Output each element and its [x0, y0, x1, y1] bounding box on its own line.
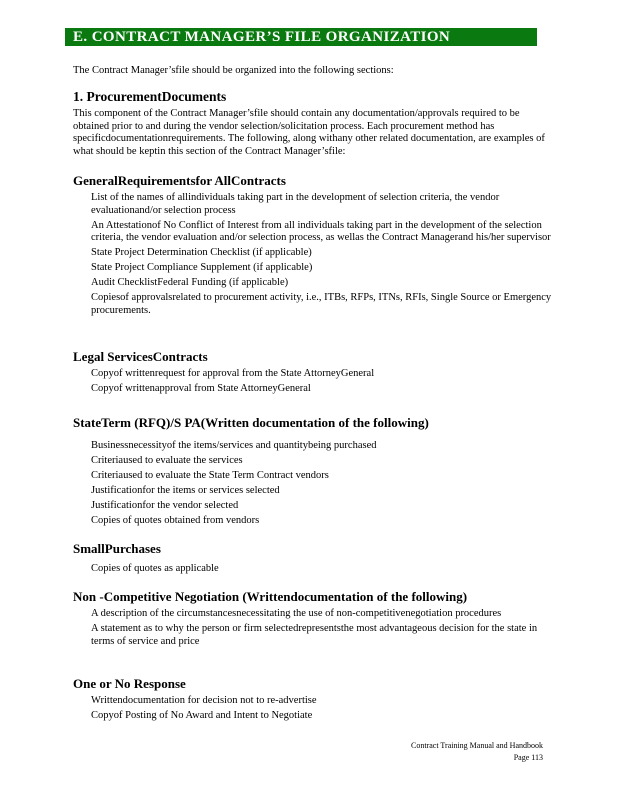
list-item: Criteriaused to evaluate the State Term Contract vendors: [91, 470, 329, 481]
subsection-title: Legal ServicesContracts: [73, 349, 208, 364]
list-item: Copies of quotes obtained from vendors: [91, 515, 260, 526]
subsection-title: One or No Response: [73, 676, 186, 691]
list-item: Copiesof approvalsrelated to procurement activity, i.e., ITBs, RFPs, ITNs, RFIs, Single Source or Emergency procurements.: [91, 292, 552, 316]
list-item: A statement as to why the person or firm selectedrepresentsthe most advantageous decision for the state in terms of service and price: [91, 623, 538, 647]
subsection-title: GeneralRequirementsfor AllContracts: [73, 173, 286, 188]
small-purchases-section: [73, 541, 553, 578]
list-item: Writtendocumentation for decision not to re-advertise: [91, 695, 317, 706]
bullet-list: [73, 608, 553, 648]
bullet-list: [73, 368, 553, 396]
footer-title: Contract Training Manual and Handbook: [411, 741, 543, 750]
list-item: Justificationfor the vendor selected: [91, 500, 239, 511]
bullet-list: [73, 192, 553, 317]
list-item: Businessnecessityof the items/services and quantitybeing purchased: [91, 440, 377, 451]
list-item: State Project Determination Checklist (if applicable): [91, 247, 312, 258]
list-item: Copies of quotes as applicable: [91, 563, 219, 574]
list-item: Copyof Posting of No Award and Intent to Negotiate: [91, 710, 313, 721]
one-or-no-response-section: [73, 676, 553, 725]
non-competitive-section: [73, 589, 553, 651]
list-item: State Project Compliance Supplement (if applicable): [91, 262, 313, 273]
list-item: Copyof writtenrequest for approval from the State AttorneyGeneral: [91, 368, 375, 379]
list-item: A description of the circumstancesnecessitating the use of non-competitivenegotiation procedures: [91, 608, 502, 619]
section-paragraph: This component of the Contract Manager’sfile should contain any documentation/approvals required to be obtained prior to and during the vendor selection/solicitation process. Each procurement method has specificdocumentationrequirements. The following, along withany other related documentation, are examples of what should be keptin this section of the Contract Manager’sfile:: [73, 108, 545, 157]
page-footer: [383, 740, 543, 764]
intro-text: The Contract Manager’sfile should be organized into the following sections:: [73, 65, 394, 76]
section-banner: E. CONTRACT MANAGER’S FILE ORGANIZATION: [65, 28, 537, 46]
bullet-list: [73, 440, 553, 528]
subsection-title: StateTerm (RFQ)/S PA(Written documentation of the following): [73, 415, 429, 430]
list-item: An Attestationof No Conflict of Interest from all individuals taking part in the development of the selection criteria, the vendor evaluation and/or selection process, as wellas the Contract Managerand his/her supervisor: [91, 219, 551, 243]
section-heading: 1. ProcurementDocuments: [73, 89, 227, 104]
subsection-title: SmallPurchases: [73, 541, 161, 556]
list-item: Justificationfor the items or services selected: [91, 485, 280, 496]
list-item: Copyof writtenapproval from State AttorneyGeneral: [91, 383, 311, 394]
list-item: Audit ChecklistFederal Funding (if applicable): [91, 277, 289, 288]
list-item: List of the names of allindividuals taking part in the development of selection criteria, the vendor evaluationand/or selection process: [91, 192, 500, 216]
list-item: Criteriaused to evaluate the services: [91, 455, 243, 466]
subsection-title: Non -Competitive Negotiation (Writtendocumentation of the following): [73, 589, 468, 604]
legal-services-section: [73, 349, 553, 398]
general-requirements-section: [73, 173, 553, 320]
state-term-section: [73, 415, 553, 530]
bullet-list: [73, 563, 553, 576]
page-number: Page 113: [513, 753, 543, 762]
bullet-list: [73, 695, 553, 723]
